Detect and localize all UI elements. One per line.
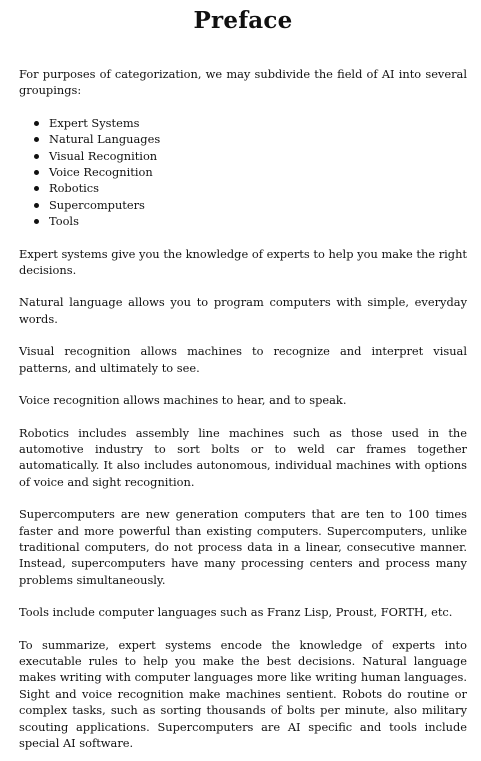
page-title: Preface <box>193 7 293 34</box>
preface-body <box>19 66 467 751</box>
list-item-voice-recognition: Voice Recognition <box>49 164 467 180</box>
list-item-expert-systems: Expert Systems <box>49 115 467 131</box>
natural-language-paragraph: Natural language allows you to program computers with simple, everyday words. <box>19 295 467 326</box>
voice-recognition-paragraph: Voice recognition allows machines to hear, and to speak. <box>19 393 347 408</box>
tools-paragraph: Tools include computer languages such as Franz Lisp, Proust, FORTH, etc. <box>19 605 453 620</box>
list-item-tools: Tools <box>49 213 467 229</box>
groupings-list <box>19 115 467 230</box>
list-item-supercomputers: Supercomputers <box>49 197 467 213</box>
expert-systems-paragraph: Expert systems give you the knowledge of experts to help you make the right decisions. <box>19 246 467 278</box>
intro-paragraph: For purposes of categorization, we may subdivide the field of AI into several groupings: <box>19 67 467 98</box>
visual-recognition-paragraph: Visual recognition allows machines to recognize and interpret visual patterns, and ultimately to see. <box>19 344 467 375</box>
list-item-natural-languages: Natural Languages <box>49 131 467 147</box>
list-item-robotics: Robotics <box>49 180 467 196</box>
list-item-visual-recognition: Visual Recognition <box>49 148 467 164</box>
robotics-paragraph: Robotics includes assembly line machines such as those used in the automotive industry to sort bolts or to weld car frames together automatically. It also includes autonomous, individual machines with options of voice and sight recognition. <box>19 425 467 489</box>
summary-paragraph: To summarize, expert systems encode the knowledge of experts into executable rules to help you make the best decisions. Natural language makes writing with computer languages more like writing human languages. Sight and voice recognition make machines sentient. Robots do routine or complex tasks, such as sorting thousands of bolts per minute, also military scouting applications. Supercomputers are AI specific and tools include special AI software. <box>19 637 467 750</box>
supercomputers-paragraph: Supercomputers are new generation computers that are ten to 100 times faster and more powerful than existing computers. Supercomputers, unlike traditional computers, do not process data in a linear, consecutive manner. Instead, supercomputers have many processing centers and process many problems simultaneously. <box>19 507 467 587</box>
